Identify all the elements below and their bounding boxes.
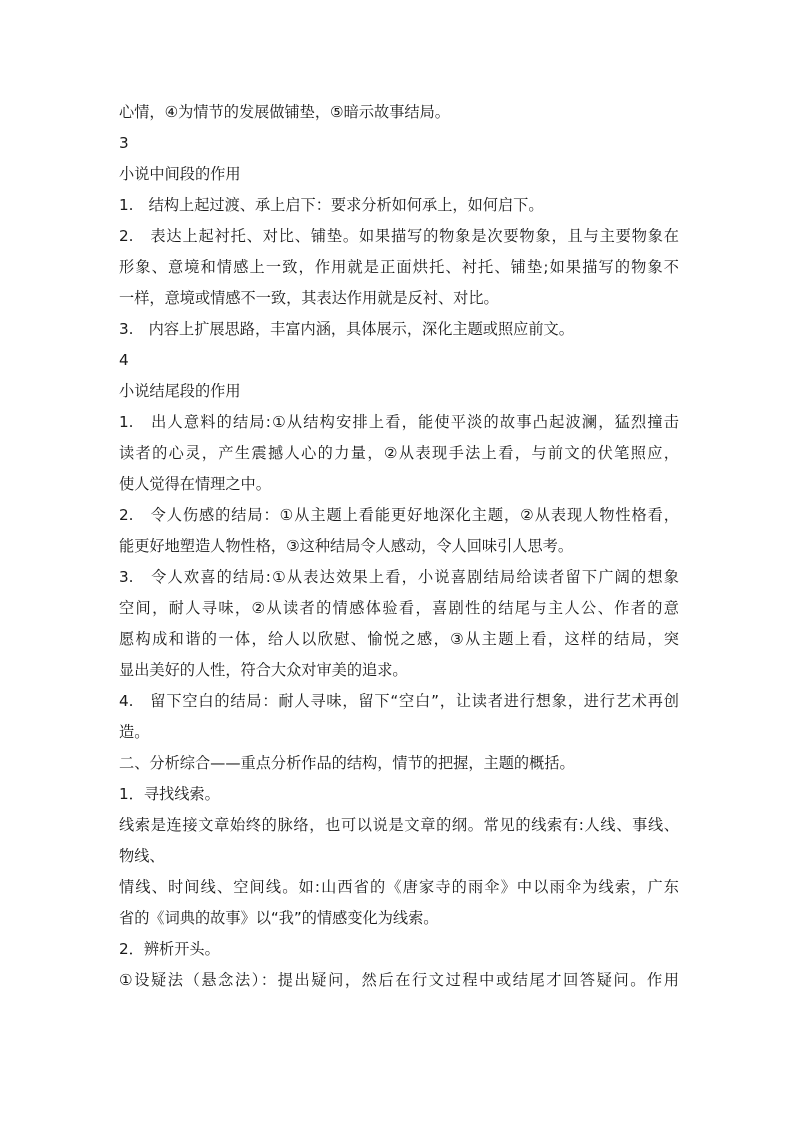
text-line: 1．寻找线索。 [119, 785, 220, 803]
text-line: 小说中间段的作用 [119, 165, 241, 183]
text-line: 4. 留下空白的结局：耐人寻味，留下“空白”，让读者进行想象，进行艺术再创 [119, 692, 679, 710]
text-line: 3. 令人欢喜的结局:①从表达效果上看，小说喜剧结局给读者留下广阔的想象 [119, 568, 679, 586]
text-line: 使人觉得在情理之中。 [119, 475, 271, 493]
text-line: 愿构成和谐的一体，给人以欣慰、愉悦之感，③从主题上看，这样的结局，突 [119, 630, 679, 648]
text-line: 心情，④为情节的发展做铺垫，⑤暗示故事结局。 [119, 103, 450, 121]
text-line: 情线、时间线、空间线。如:山西省的《唐家寺的雨伞》中以雨伞为线索，广东 [119, 878, 679, 896]
text-line: 形象、意境和情感上一致，作用就是正面烘托、衬托、铺垫;如果描写的物象不 [119, 258, 679, 276]
text-line: 4 [119, 351, 129, 369]
text-line: 3. 内容上扩展思路，丰富内涵，具体展示，深化主题或照应前文。 [119, 320, 574, 338]
text-line: 省的《词典的故事》以“我”的情感变化为线索。 [119, 909, 439, 927]
text-line: 2. 表达上起衬托、对比、铺垫。如果描写的物象是次要物象，且与主要物象在 [119, 227, 679, 245]
text-line: 2．辨析开头。 [119, 940, 220, 958]
text-line: 2. 令人伤感的结局：①从主题上看能更好地深化主题，②从表现人物性格看， [119, 506, 679, 524]
text-line: 1. 出人意料的结局:①从结构安排上看，能使平淡的故事凸起波澜，猛烈撞击 [119, 413, 679, 431]
text-line: 1. 结构上起过渡、承上启下：要求分析如何承上，如何启下。 [119, 196, 544, 214]
text-line: 一样，意境或情感不一致，其表达作用就是反衬、对比。 [119, 289, 499, 307]
text-line: 显出美好的人性，符合大众对审美的追求。 [119, 661, 408, 679]
text-line: 造。 [119, 723, 150, 741]
text-line: 物线、 [119, 847, 165, 865]
text-line: ①设疑法（悬念法）：提出疑问，然后在行文过程中或结尾才回答疑问。作用 [119, 971, 679, 989]
text-line: 小说结尾段的作用 [119, 382, 241, 400]
text-line: 读者的心灵，产生震撼人心的力量，②从表现手法上看，与前文的伏笔照应， [119, 444, 679, 462]
text-line: 二、分析综合——重点分析作品的结构，情节的把握，主题的概括。 [119, 754, 575, 772]
text-line: 能更好地塑造人物性格，③这种结局令人感动，令人回味引人思考。 [119, 537, 574, 555]
text-line: 3 [119, 134, 129, 152]
text-line: 线索是连接文章始终的脉络，也可以说是文章的纲。常见的线索有:人线、事线、 [119, 816, 679, 834]
text-line: 空间，耐人寻味，②从读者的情感体验看，喜剧性的结尾与主人公、作者的意 [119, 599, 679, 617]
document-body [119, 97, 679, 996]
